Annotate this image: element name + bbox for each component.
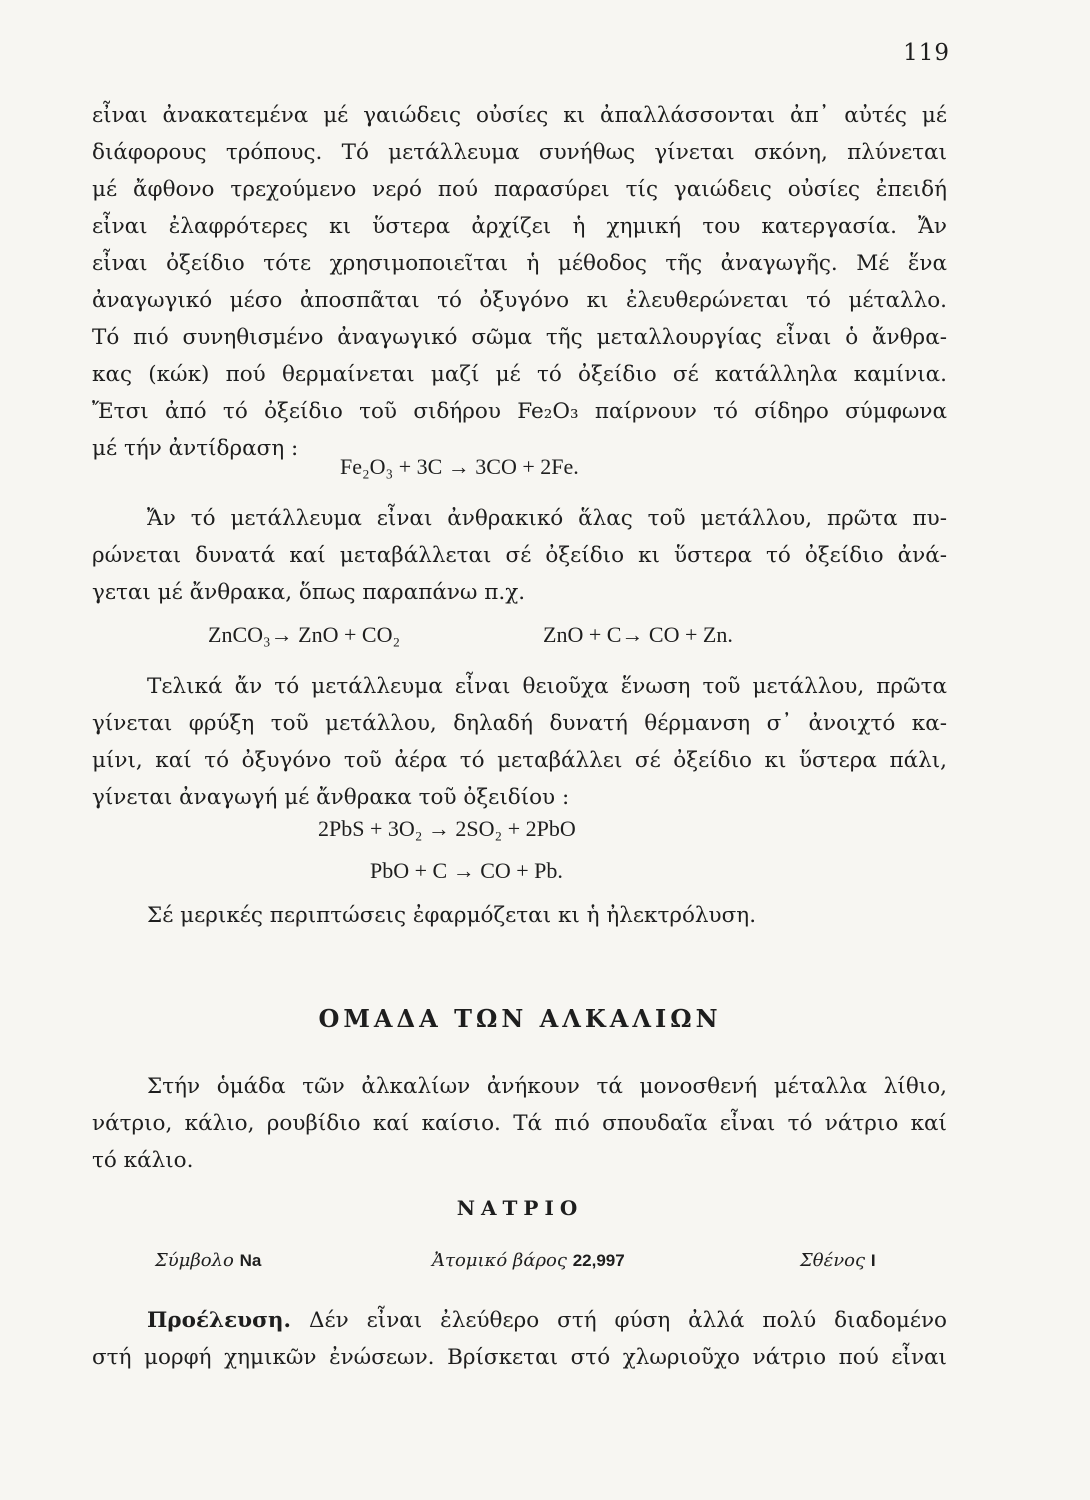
text-line: γίνεται ἀναγωγή μέ ἄνθρακα τοῦ ὀξειδίου : <box>92 785 570 810</box>
text-line: Στήν ὁμάδα τῶν ἀλκαλίων ἀνήκουν τά μονοσθενή μέταλλα λίθιο, <box>147 1074 947 1099</box>
text-line: Σέ μερικές περιπτώσεις ἐφαρμόζεται κι ἡ ἠλεκτρόλυση. <box>147 903 757 928</box>
equation-zinc-carbonate: ZnCO₃→ ZnO + CO₂ <box>208 622 401 647</box>
equation-iron-reduction: Fe₂O₃ + 3C → 3CO + 2Fe. <box>340 454 579 479</box>
text-line: ρώνεται δυνατά καί μεταβάλλεται σέ ὀξείδιο κι ὕστερα τό ὀξείδιο ἀνά- <box>92 543 947 568</box>
origin-lead: Προέλευση. <box>147 1308 292 1333</box>
text-line: Ἔτσι ἀπό τό ὀξείδιο τοῦ σιδήρου Fe₂O₃ παίρνουν τό σίδηρο σύμφωνα <box>92 399 947 424</box>
atomic-weight-info <box>432 1250 625 1271</box>
section-heading-alkali-group: ΟΜΑΔΑ ΤΩΝ ΑΛΚΑΛΙΩΝ <box>318 1004 722 1033</box>
text-line: τό κάλιο. <box>92 1148 194 1173</box>
equation-lead-reduction: PbO + C → CO + Pb. <box>370 858 563 883</box>
paragraph-ore-treatment <box>92 97 947 467</box>
text-line: κας (κώκ) πού θερμαίνεται μαζί μέ τό ὀξείδιο σέ κατάλληλα καμίνια. <box>92 362 947 387</box>
symbol-info <box>155 1250 261 1271</box>
paragraph-sulfide-ore <box>92 668 947 816</box>
text-line <box>92 1302 947 1339</box>
atomic-weight-value: 22,997 <box>572 1251 625 1270</box>
text-line: ἀναγωγικό μέσο ἀποσπᾶται τό ὀξυγόνο κι ἐλευθερώνεται τό μέταλλο. <box>92 288 947 313</box>
paragraph-carbonate-ore <box>92 500 947 611</box>
text-line: εἶναι ἀνακατεμένα μέ γαιώδεις οὐσίες κι ἀπαλλάσσονται ἀπ᾿ αὐτές μέ <box>92 103 947 128</box>
text-line: διάφορους τρόπους. Τό μετάλλευμα συνήθως γίνεται σκόνη, πλύνεται <box>92 140 947 165</box>
text-line: μίνι, καί τό ὀξυγόνο τοῦ ἀέρα τό μεταβάλλει σέ ὀξείδιο κι ὕστερα πάλι, <box>92 748 947 773</box>
text-line: στή μορφή χημικῶν ἐνώσεων. Βρίσκεται στό χλωριοῦχο νάτριο πού εἶναι <box>92 1345 947 1370</box>
paragraph-sodium-origin <box>92 1302 947 1376</box>
text-line: μέ ἄφθονο τρεχούμενο νερό πού παρασύρει τίς γαιώδεις οὐσίες ἐπειδή <box>92 177 947 202</box>
text-line: Τό πιό συνηθισμένο ἀναγωγικό σῶμα τῆς μεταλλουργίας εἶναι ὁ ἄνθρα- <box>92 325 947 350</box>
text-line: νάτριο, κάλιο, ρουβίδιο καί καίσιο. Τά πιό σπουδαῖα εἶναι τό νάτριο καί <box>92 1111 947 1136</box>
atomic-weight-label: Ἀτομικό βάρος <box>432 1250 567 1271</box>
text-line: γεται μέ ἄνθρακα, ὅπως παραπάνω π.χ. <box>92 580 526 605</box>
symbol-value: Na <box>239 1251 262 1270</box>
origin-text: Δέν εἶναι ἐλεύθερο στή φύση ἀλλά πολύ διαδομένο <box>291 1308 947 1333</box>
text-line: γίνεται φρύξη τοῦ μετάλλου, δηλαδή δυνατή θέρμανση σ᾿ ἀνοιχτό κα- <box>92 711 947 736</box>
subsection-heading-sodium: ΝΑΤΡΙΟ <box>456 1196 584 1220</box>
equation-lead-sulfide-roasting: 2PbS + 3O₂ → 2SO₂ + 2PbO <box>318 816 576 841</box>
valence-info <box>800 1250 876 1271</box>
text-line: Τελικά ἄν τό μετάλλευμα εἶναι θειοῦχα ἕνωση τοῦ μετάλλου, πρῶτα <box>147 674 947 699</box>
text-line: μέ τήν ἀντίδραση : <box>92 436 299 461</box>
valence-value: I <box>870 1251 876 1270</box>
valence-label: Σθένος <box>800 1250 866 1271</box>
symbol-label: Σύμβολο <box>155 1250 234 1271</box>
page-number: 119 <box>903 40 950 66</box>
text-line: Ἄν τό μετάλλευμα εἶναι ἀνθρακικό ἅλας τοῦ μετάλλου, πρῶτα πυ- <box>147 506 947 531</box>
equation-zinc-reduction: ZnO + C→ CO + Zn. <box>543 622 733 647</box>
text-line: εἶναι ὀξείδιο τότε χρησιμοποιεῖται ἡ μέθοδος τῆς ἀναγωγῆς. Μέ ἕνα <box>92 251 947 276</box>
text-line: εἶναι ἐλαφρότερες κι ὕστερα ἀρχίζει ἡ χημική του κατεργασία. Ἄν <box>92 214 947 239</box>
paragraph-alkali-members <box>92 1068 947 1179</box>
paragraph-electrolysis <box>92 897 947 934</box>
